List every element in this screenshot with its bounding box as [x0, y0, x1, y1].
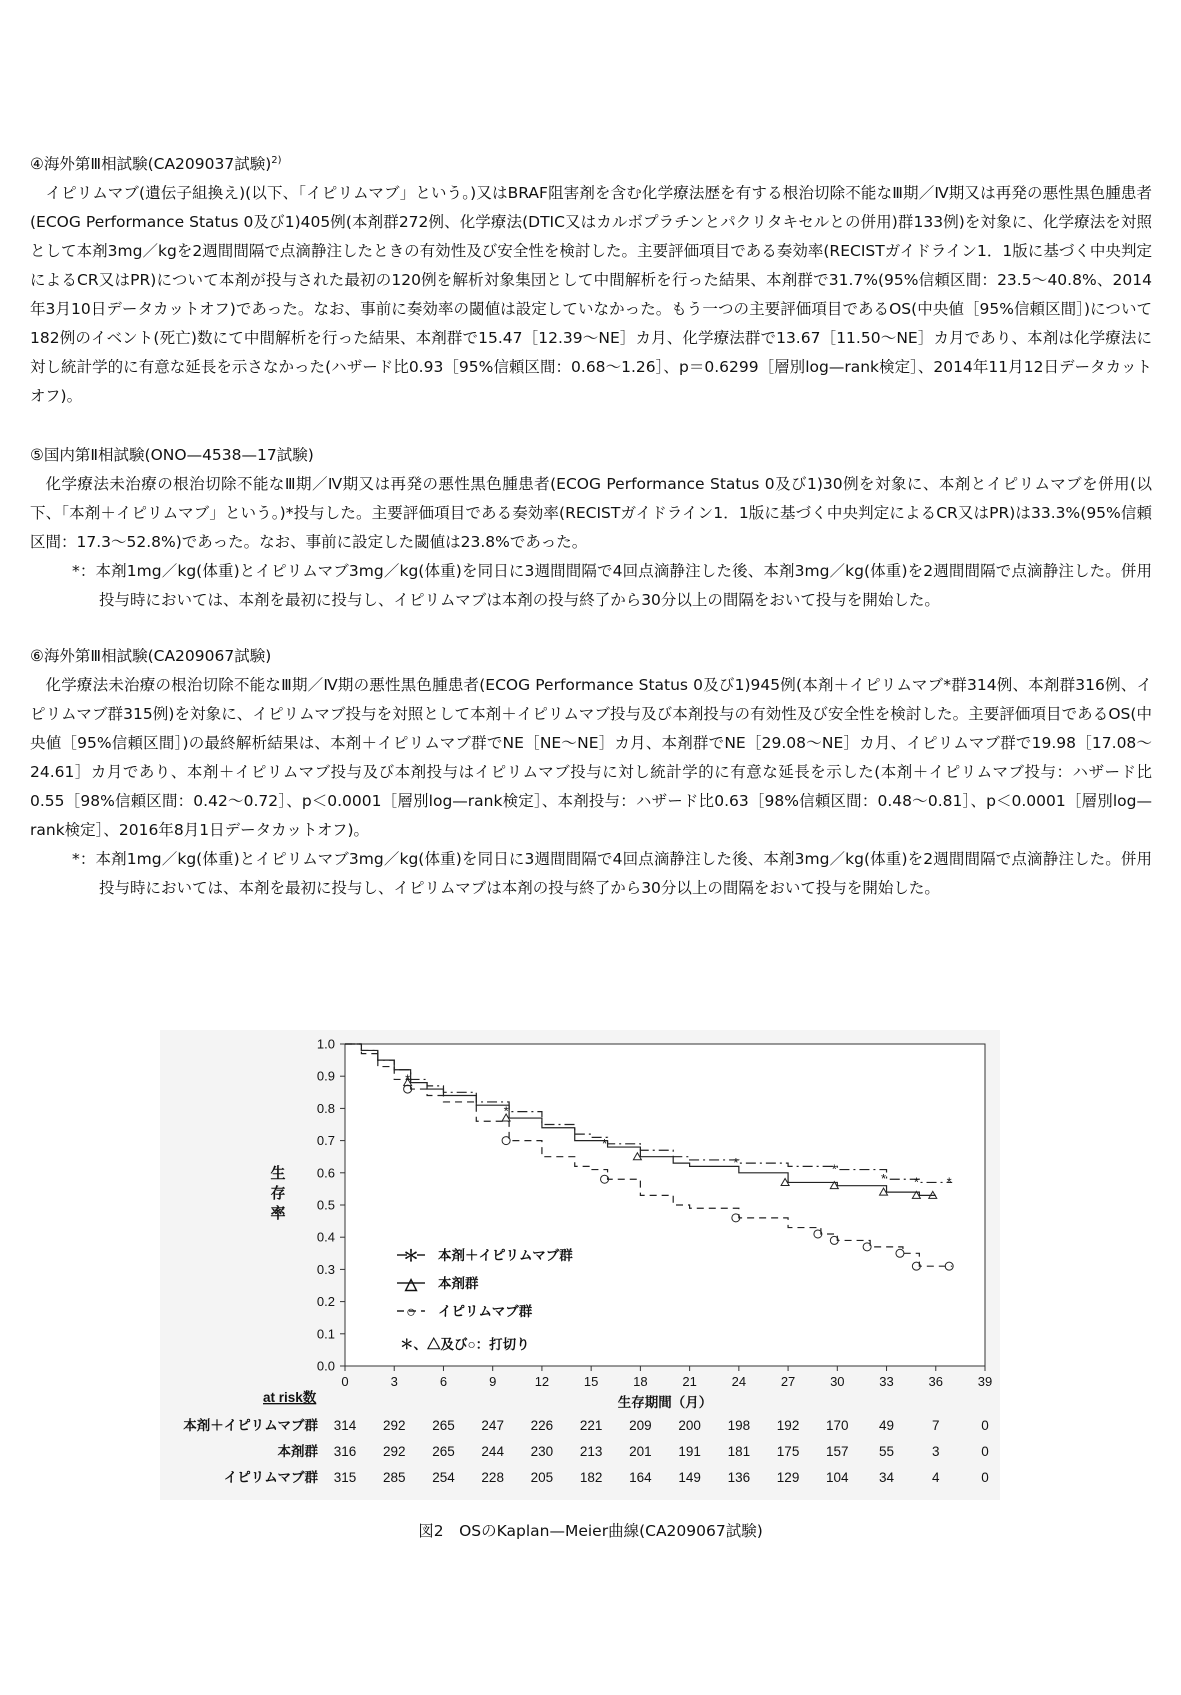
- y-tick-label: 0.4: [316, 1229, 335, 1245]
- at-risk-label: at risk数: [263, 1390, 317, 1405]
- section-body: 化学療法未治療の根治切除不能なⅢ期／Ⅳ期の悪性黒色腫患者(ECOG Performance Status 0及び1)945例(本剤＋イピリムマブ*群314例、本剤群316例、イピリムマブ群315例)を対象に、イピリムマブ投与を対照として本剤＋イピリムマブ投与及び本剤投与の有効性及び安全性を検討した。主要評価項目であるOS(中央値［95%信頼区間］)の最終解析結果は、本剤＋イピリムマブ群でNE［NE～NE］カ月、本剤群でNE［29.08～NE］カ月、イピリムマブ群で19.98［17.08～24.61］カ月であり、本剤＋イピリムマブ投与及び本剤投与はイピリムマブ投与に対し統計学的に有意な延長を示した(本剤＋イピリムマブ投与：ハザード比0.55［98%信頼区間：0.42～0.72］、p＜0.0001［層別log—rank検定］、本剤投与：ハザード比0.63［98%信頼区間：0.48～0.81］、p＜0.0001［層別log—rank検定］、2016年8月1日データカットオフ)。: [30, 676, 1152, 840]
- y-tick-label: 0.8: [316, 1100, 335, 1116]
- at-risk-value: 292: [382, 1444, 406, 1459]
- at-risk-value: 7: [932, 1418, 940, 1433]
- at-risk-value: 265: [432, 1444, 455, 1459]
- section-body: イピリムマブ(遺伝子組換え)(以下、「イピリムマブ」という。)又はBRAF阻害剤を含む化学療法歴を有する根治切除不能なⅢ期／Ⅳ期又は再発の悪性黒色腫患者(ECOG Performance Status 0及び1)405例(本剤群272例、化学療法(DTIC又はカルボプラチンとパクリタキセルとの併用)群133例)を対象に、化学療法を対照として本剤3mg／kgを2週間間隔で点滴静注したときの有効性及び安全性を検討した。主要評価項目である奏効率(RECISTガイドライン1．1版に基づく中央判定によるCR又はPR)について本剤が投与された最初の120例を解析対象集団として中間解析を行った結果、本剤群で31.7%(95%信頼区間：23.5～40.8%、2014年3月10日データカットオフ)であった。なお、事前に奏効率の閾値は設定していなかった。もう一つの主要評価項目であるOS(中央値［95%信頼区間］)について182例のイベント(死亡)数にて中間解析を行った結果、本剤群で15.47［12.39～NE］カ月、化学療法群で13.67［11.50～NE］カ月であり、本剤は化学療法に対し統計学的に有意な延長を示さなかった(ハザード比0.93［95%信頼区間：0.68～1.26］、p＝0.6299［層別log—rank検定］、2014年11月12日データカットオフ)。: [30, 184, 1152, 406]
- at-risk-value: 0: [981, 1470, 989, 1485]
- x-tick-label: 30: [830, 1374, 845, 1389]
- at-risk-value: 192: [776, 1418, 800, 1433]
- at-risk-value: 49: [879, 1418, 895, 1433]
- y-tick-label: 0.2: [316, 1294, 335, 1310]
- at-risk-value: 3: [932, 1444, 940, 1459]
- section-title: [30, 146, 1152, 179]
- at-risk-value: 157: [826, 1444, 849, 1459]
- x-tick-label: 27: [780, 1374, 796, 1389]
- at-risk-value: 0: [981, 1418, 989, 1433]
- at-risk-value: 136: [727, 1470, 751, 1485]
- at-risk-value: 244: [481, 1444, 504, 1459]
- at-risk-row-label: 本剤群: [277, 1444, 318, 1459]
- legend-marker: △: [404, 1276, 418, 1293]
- at-risk-value: 149: [678, 1470, 701, 1485]
- y-tick-label: 0.9: [316, 1068, 335, 1084]
- x-tick-label: 18: [633, 1374, 648, 1389]
- at-risk-value: 247: [481, 1418, 504, 1433]
- censor-mark: *: [913, 1174, 919, 1190]
- legend-marker: ○: [406, 1304, 416, 1321]
- at-risk-row-label: イピリムマブ群: [223, 1470, 318, 1485]
- legend-note: ＊、△及び○：打切り: [400, 1337, 530, 1352]
- section-body: 化学療法未治療の根治切除不能なⅢ期／Ⅳ期又は再発の悪性黒色腫患者(ECOG Performance Status 0及び1)30例を対象に、本剤とイピリムマブを併用(以下、「本剤＋イピリムマブ」という。)*投与した。主要評価項目である奏効率(RECISTガイドライン1．1版に基づく中央判定によるCR又はPR)は33.3%(95%信頼区間：17.3～52.8%)であった。なお、事前に設定した閾値は23.8%であった。: [30, 475, 1152, 552]
- section-footnote: *：本剤1mg／kg(体重)とイピリムマブ3mg／kg(体重)を同日に3週間間隔で4回点滴静注した後、本剤3mg／kg(体重)を2週間間隔で点滴静注した。併用投与時においては、本剤を最初に投与し、イピリムマブは本剤の投与終了から30分以上の間隔をおいて投与を開始した。: [72, 850, 1152, 898]
- x-tick-label: 9: [489, 1374, 497, 1389]
- x-tick-label: 6: [439, 1374, 448, 1389]
- at-risk-value: 104: [826, 1470, 849, 1485]
- censor-mark: *: [733, 1155, 739, 1171]
- y-axis-label: 存: [270, 1185, 286, 1202]
- y-tick-label: 0.5: [316, 1197, 335, 1213]
- at-risk-value: 0: [981, 1444, 989, 1459]
- at-risk-value: 205: [530, 1470, 554, 1485]
- x-tick-label: 39: [977, 1374, 993, 1389]
- figure-caption: 図2 OSのKaplan—Meier曲線(CA209067試験): [418, 1522, 763, 1540]
- censor-mark: *: [946, 1174, 952, 1190]
- reference-mark: 2): [271, 155, 282, 166]
- at-risk-value: 316: [333, 1444, 357, 1459]
- section-title-text: ④海外第Ⅲ相試験(CA209037試験): [30, 155, 272, 174]
- x-tick-label: 24: [731, 1374, 747, 1389]
- at-risk-value: 265: [432, 1418, 455, 1433]
- y-tick-label: 0.0: [316, 1358, 335, 1374]
- x-tick-label: 0: [341, 1374, 349, 1389]
- censor-mark: *: [602, 1135, 608, 1151]
- legend-label: 本剤群: [438, 1276, 479, 1291]
- at-risk-value: 200: [678, 1418, 701, 1433]
- at-risk-value: 182: [579, 1470, 603, 1485]
- y-tick-label: 0.6: [316, 1165, 335, 1181]
- at-risk-value: 228: [481, 1470, 504, 1485]
- at-risk-value: 170: [826, 1418, 849, 1433]
- legend-marker: ＊: [402, 1248, 420, 1265]
- x-axis-label: 生存期間（月）: [617, 1395, 713, 1410]
- at-risk-value: 285: [382, 1470, 406, 1485]
- at-risk-value: 209: [629, 1418, 652, 1433]
- section-footnote: *：本剤1mg／kg(体重)とイピリムマブ3mg／kg(体重)を同日に3週間間隔で4回点滴静注した後、本剤3mg／kg(体重)を2週間間隔で点滴静注した。併用投与時においては、本剤を最初に投与し、イピリムマブは本剤の投与終了から30分以上の間隔をおいて投与を開始した。: [72, 562, 1152, 610]
- at-risk-value: 175: [776, 1444, 800, 1459]
- censor-mark: *: [503, 1103, 509, 1119]
- at-risk-value: 254: [432, 1470, 455, 1485]
- at-risk-value: 226: [530, 1418, 554, 1433]
- legend-label: イピリムマブ群: [438, 1304, 533, 1319]
- at-risk-value: 221: [579, 1418, 603, 1433]
- censor-mark: *: [405, 1071, 411, 1087]
- y-tick-label: 0.1: [316, 1326, 335, 1342]
- at-risk-value: 230: [530, 1444, 554, 1459]
- y-tick-label: 0.3: [316, 1261, 335, 1277]
- x-tick-label: 3: [390, 1374, 398, 1389]
- at-risk-value: 198: [727, 1418, 751, 1433]
- x-tick-label: 36: [928, 1374, 944, 1389]
- km-figure: [160, 1030, 1000, 1500]
- at-risk-value: 55: [879, 1444, 895, 1459]
- censor-mark: *: [881, 1171, 887, 1187]
- at-risk-value: 34: [879, 1470, 895, 1485]
- at-risk-value: 315: [333, 1470, 357, 1485]
- at-risk-value: 164: [629, 1470, 652, 1485]
- document-body: [30, 146, 1152, 903]
- y-tick-label: 0.7: [316, 1133, 335, 1149]
- legend-label: 本剤＋イピリムマブ群: [438, 1248, 573, 1263]
- x-tick-label: 15: [583, 1374, 599, 1389]
- at-risk-row-label: 本剤＋イピリムマブ群: [183, 1418, 318, 1433]
- y-axis-label: 率: [270, 1205, 286, 1222]
- at-risk-value: 314: [333, 1418, 357, 1433]
- censor-mark: *: [831, 1161, 837, 1177]
- section-title: ⑤国内第Ⅱ相試験(ONO—4538—17試験): [30, 446, 314, 465]
- at-risk-value: 181: [727, 1444, 751, 1459]
- y-tick-label: 1.0: [316, 1036, 335, 1052]
- at-risk-value: 213: [579, 1444, 603, 1459]
- km-chart: [160, 1030, 1000, 1500]
- at-risk-value: 292: [382, 1418, 406, 1433]
- section-title: ⑥海外第Ⅲ相試験(CA209067試験): [30, 647, 272, 666]
- x-tick-label: 21: [682, 1374, 697, 1389]
- at-risk-value: 201: [629, 1444, 652, 1459]
- at-risk-value: 191: [678, 1444, 701, 1459]
- at-risk-value: 4: [932, 1470, 940, 1485]
- x-tick-label: 12: [534, 1374, 550, 1389]
- y-axis-label: 生: [270, 1165, 286, 1182]
- x-tick-label: 33: [879, 1374, 894, 1389]
- at-risk-value: 129: [776, 1470, 800, 1485]
